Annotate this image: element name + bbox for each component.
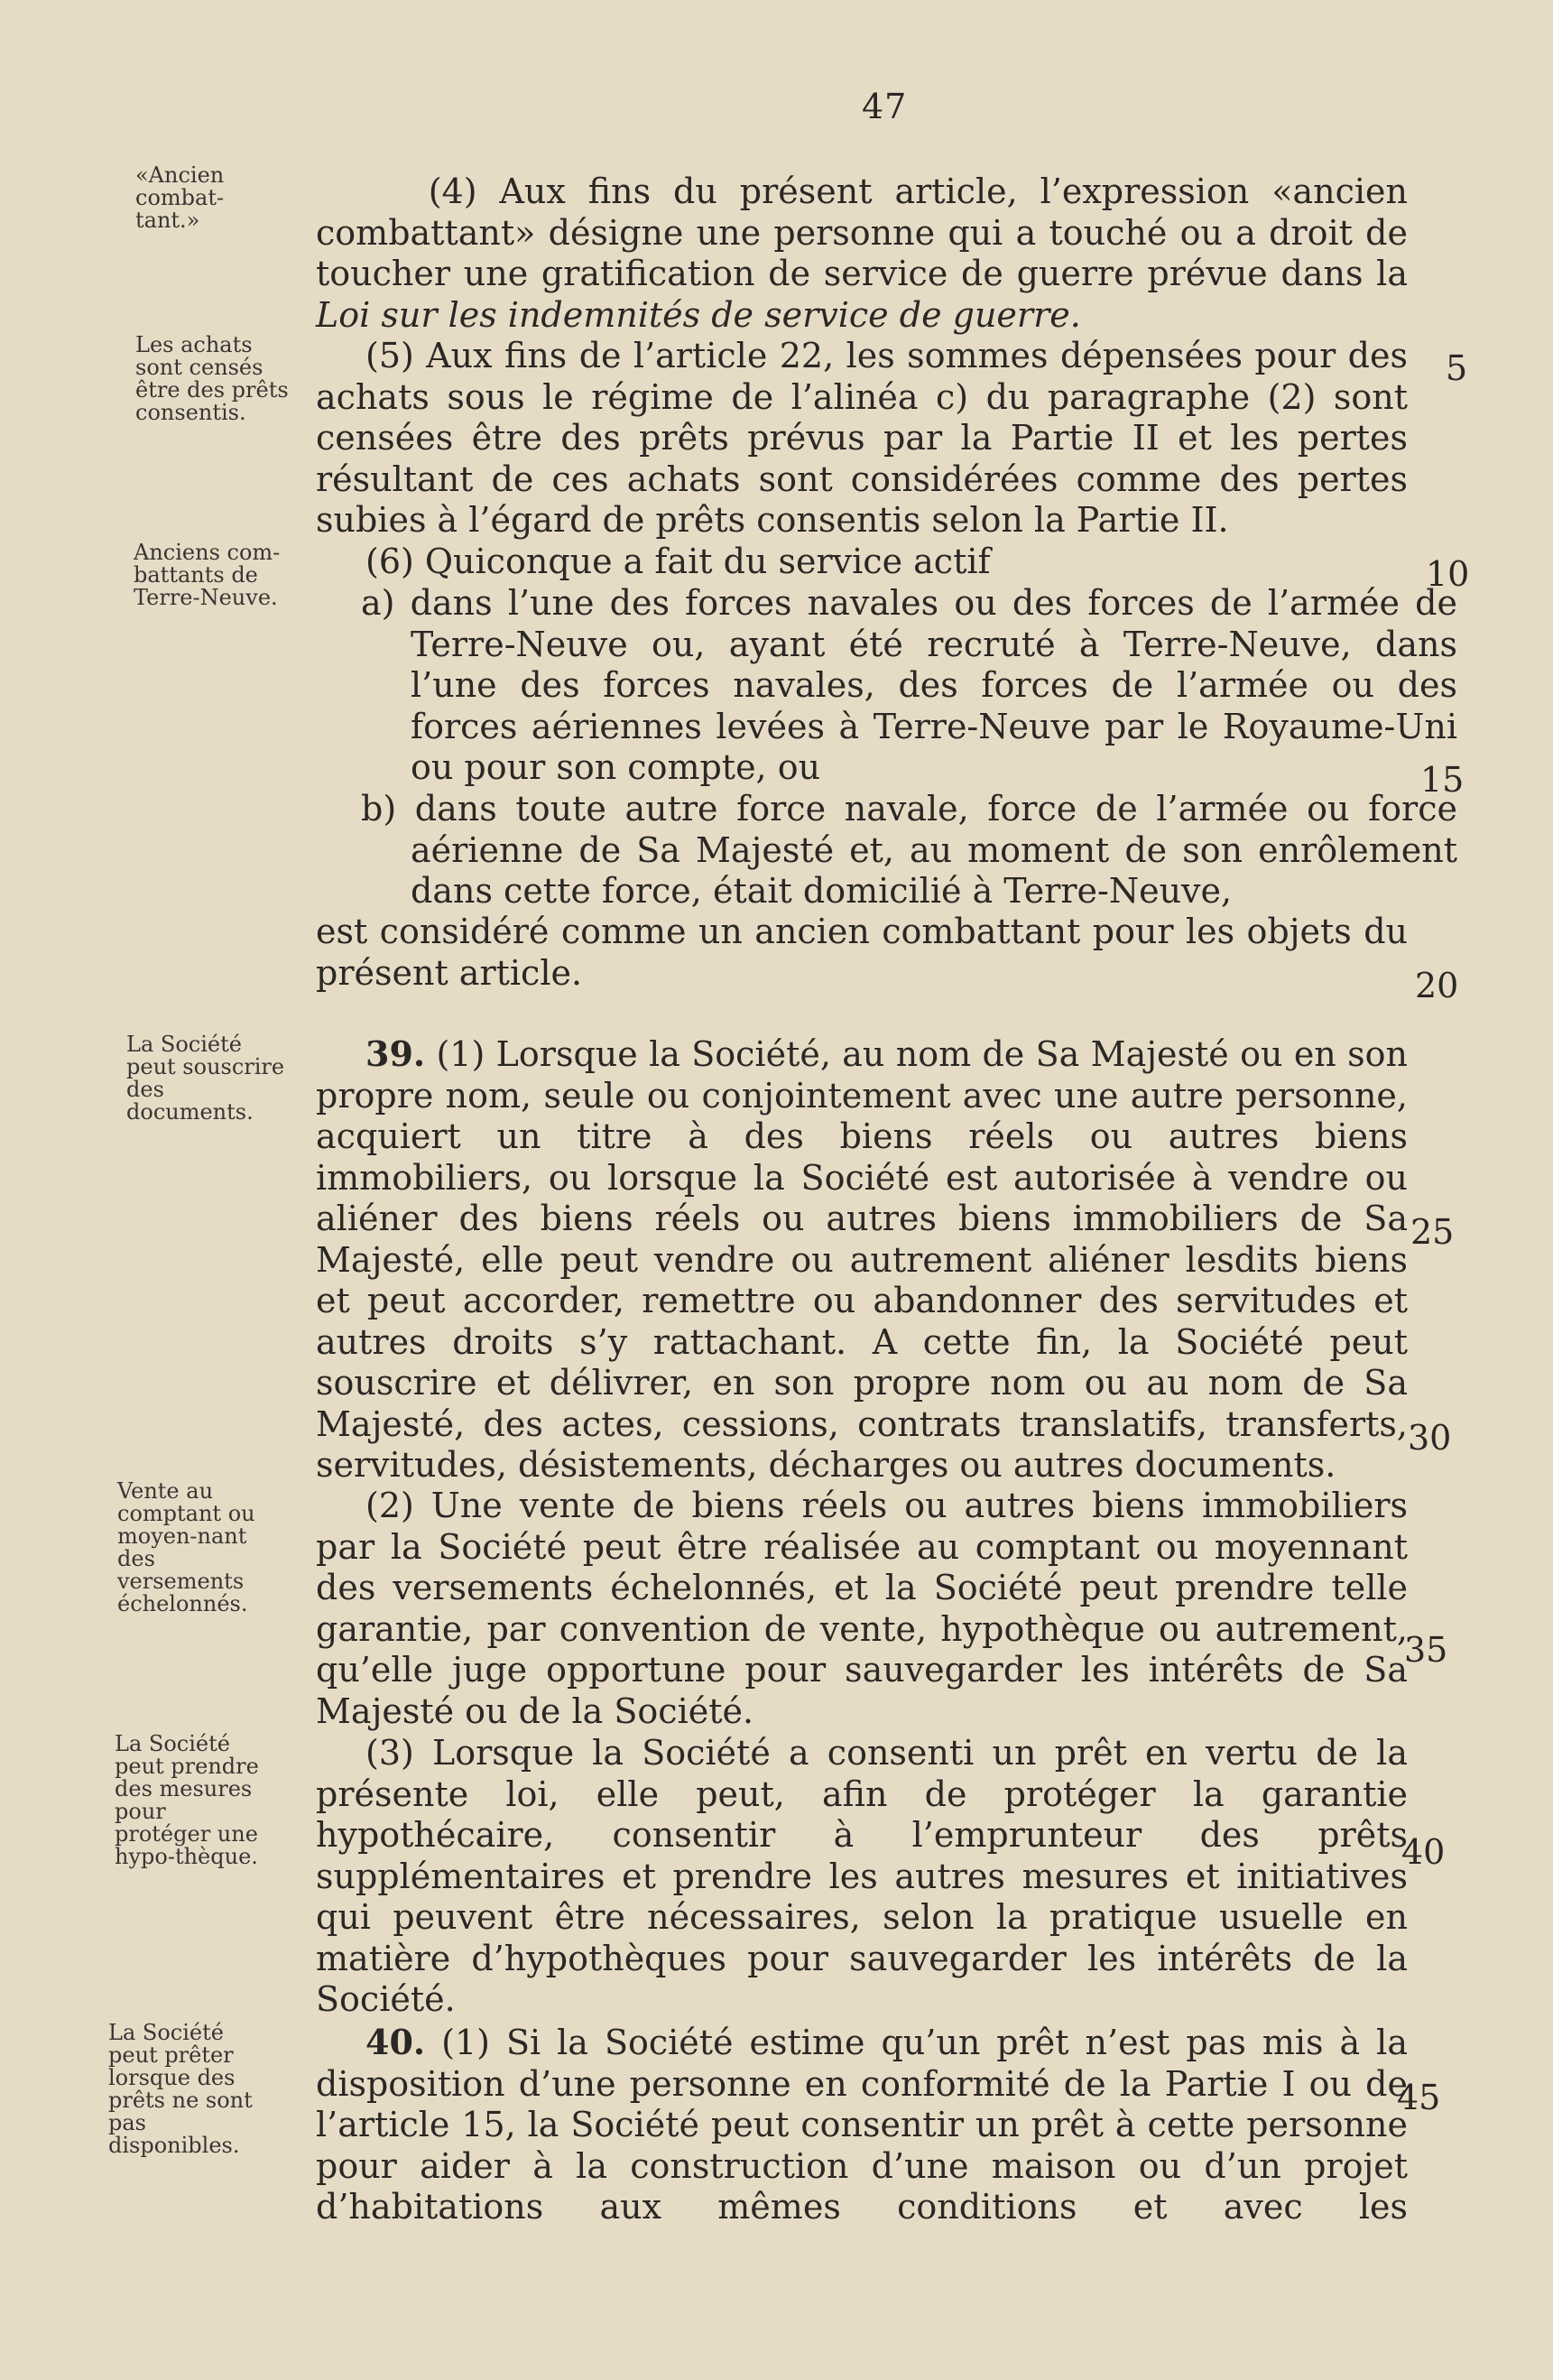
- margin-note-achats: Les achats sont censés être des prêts consentis.: [135, 332, 289, 425]
- section-39-1-text: (1) Lorsque la Société, au nom de Sa Majesté ou en son propre nom, seule ou conjointement avec une autre personne, acquiert un titre à des biens réels ou autres biens immobiliers, ou lorsque la Société est autorisée à vendre ou aliéner des biens réels ou autres biens immobiliers de Sa Majesté, elle peut vendre ou autrement aliéner lesdits biens et peut accorder, remettre ou abandonner des servitudes et autres droits s’y rattachant. A cette fin, la Société peut souscrire et délivrer, en son propre nom ou au nom de Sa Majesté, des actes, cessions, contrats translatifs, transferts, servitudes, désistements, décharges ou autres documents.: [316, 1034, 1408, 1485]
- paragraph-6-item-a: a) dans l’une des forces navales ou des forces de l’armée de Terre-Neuve ou, ayant été recruté à Terre-Neuve, dans l’une des forces navales, des forces de l’armée ou des forces aériennes levées à Terre-Neuve par le Royaume-Uni ou pour son compte, ou: [361, 583, 1457, 787]
- section-40-1-text: (1) Si la Société estime qu’un prêt n’est pas mis à la disposition d’une personne en conformité de la Partie I ou de l’article 15, la Société peut consentir un prêt à cette personne pour aider à la construction d’une maison ou d’un projet d’habitations aux mêmes conditions et avec les: [316, 2023, 1408, 2227]
- paragraph-5: (5) Aux fins de l’article 22, les sommes dépensées pour des achats sous le régime de l’alinéa c) du paragraphe (2) sont censées être des prêts prévus par la Partie II et les pertes résultant de ces achats sont considérées comme des pertes subies à l’égard de prêts consentis selon la Partie II.: [316, 336, 1408, 540]
- section-39-2: (2) Une vente de biens réels ou autres biens immobiliers par la Société peut être réalisée au comptant ou moyennant des versements échelonnés, et la Société peut prendre telle garantie, par convention de vente, hypothèque ou autrement, qu’elle juge opportune pour sauvegarder les intérêts de Sa Majesté ou de la Société.: [316, 1486, 1408, 1731]
- line-number-5: 5: [1446, 348, 1468, 388]
- paragraph-6-item-b: b) dans toute autre force navale, force de l’armée ou force aérienne de Sa Majesté et, au moment de son enrôlement dans cette force, était domicilié à Terre-Neuve,: [361, 789, 1457, 911]
- margin-note-preter: La Société peut prêter lorsque des prêts ne sont pas disponibles.: [108, 2020, 253, 2158]
- paragraph-6-intro: (6) Quiconque a fait du service actif: [365, 542, 991, 581]
- line-number-40: 40: [1401, 1832, 1446, 1872]
- section-40-number: 40.: [365, 2022, 426, 2062]
- line-number-10: 10: [1426, 554, 1470, 594]
- section-39-1: [316, 1033, 1408, 1486]
- margin-note-hypotheque: La Société peut prendre des mesures pour protéger une hypo-thèque.: [115, 1731, 259, 1869]
- paragraph-4: [316, 171, 1408, 336]
- section-39-number: 39.: [365, 1033, 426, 1074]
- page-number: 47: [862, 87, 908, 126]
- line-number-35: 35: [1404, 1630, 1448, 1670]
- section-40-1: [316, 2022, 1408, 2228]
- paragraph-4-text: (4) Aux fins du présent article, l’expression «ancien combattant» désigne une personne qui a touché ou a droit de toucher une gratification de service de guerre prévue dans la: [316, 171, 1408, 293]
- margin-note-ancien-combattant: «Ancien combat-tant.»: [135, 162, 225, 233]
- paragraph-6-conclusion: est considéré comme un ancien combattant pour les objets du présent article.: [316, 912, 1408, 993]
- line-number-30: 30: [1408, 1418, 1452, 1458]
- line-number-45: 45: [1397, 2078, 1441, 2117]
- line-number-25: 25: [1410, 1212, 1455, 1252]
- line-number-15: 15: [1420, 760, 1465, 800]
- line-number-20: 20: [1415, 966, 1459, 1005]
- margin-note-souscrire: La Société peut souscrire des documents.: [126, 1032, 285, 1125]
- paragraph-4-act-title: Loi sur les indemnités de service de guerre.: [316, 294, 1081, 335]
- section-39-3: (3) Lorsque la Société a consenti un prêt en vertu de la présente loi, elle peut, afin de protéger la garantie hypothécaire, consentir à l’emprunteur des prêts supplémentaires et prendre les autres mesures et initiatives qui peuvent être nécessaires, selon la pratique usuelle en matière d’hypothèques pour sauvegarder les intérêts de la Société.: [316, 1733, 1408, 2019]
- margin-note-terre-neuve: Anciens com-battants de Terre-Neuve.: [134, 540, 281, 610]
- margin-note-vente: Vente au comptant ou moyen-nant des versements échelonnés.: [117, 1478, 255, 1616]
